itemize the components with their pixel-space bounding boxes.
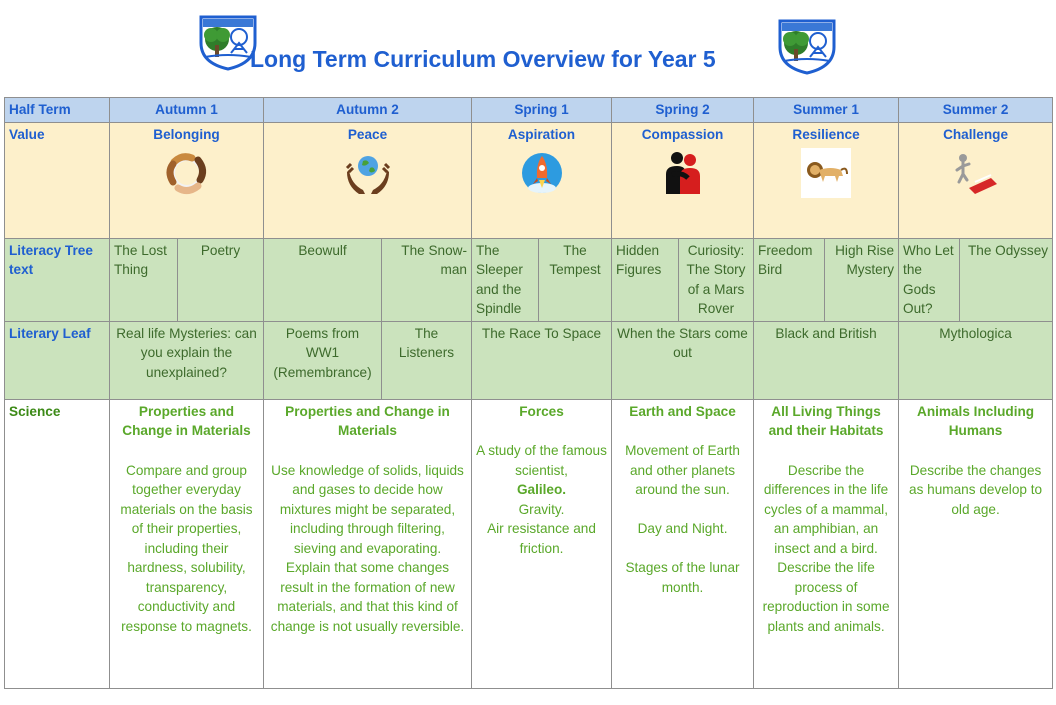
literacy-text-cell: The Snow-man (382, 238, 472, 321)
value-cell (472, 122, 612, 238)
page-title: Long Term Curriculum Overview for Year 5 (250, 46, 716, 72)
science-description: Describe the changes as humans develop to old age. (909, 462, 1043, 517)
science-row (5, 399, 1053, 688)
value-cell (264, 122, 472, 238)
science-description: Use knowledge of solids, liquids and gases to decide how mixtures might be separated, including through filtering, sieving and evaporating. Explain that some changes result in the formation of new materials, and that this kind of change is not usually reversible. (270, 462, 465, 634)
literacy-text-cell: The Lost Thing (110, 238, 178, 321)
science-cell (612, 399, 754, 688)
science-topic: All Living Things and their Habitats (768, 403, 884, 438)
literary-leaf-row (5, 321, 1053, 399)
science-topic: Properties and Change in Materials (122, 403, 251, 438)
hands-circle-icon (162, 148, 212, 198)
literacy-text-cell: Curiosity: The Story of a Mars Rover (679, 238, 754, 321)
term-header: Spring 2 (612, 98, 754, 123)
literacy-text-cell: Freedom Bird (754, 238, 825, 321)
science-description-text: A study of the famous scientist, (476, 443, 607, 478)
science-cell (110, 399, 264, 688)
literacy-tree-row (5, 238, 1053, 321)
literary-leaf-cell: The Race To Space (472, 321, 612, 399)
science-description (476, 441, 607, 558)
literary-leaf-cell: Real life Mysteries: can you explain the unexplained? (110, 321, 264, 399)
literacy-text-cell: The Odyssey (960, 238, 1053, 321)
row-label: Value (5, 122, 110, 238)
literary-leaf-cell: Poems from WW1 (Remembrance) (264, 321, 382, 399)
row-label: Science (5, 399, 110, 688)
science-description: Movement of Earth and other planets around the sun. Day and Night. Stages of the lunar month. (625, 443, 740, 595)
half-term-row (5, 98, 1053, 123)
science-cell (472, 399, 612, 688)
literary-leaf-cell: When the Stars come out (612, 321, 754, 399)
row-label: Literary Leaf (5, 321, 110, 399)
science-description-text: Gravity. Air resistance and friction. (487, 501, 596, 556)
page-header (0, 0, 1056, 97)
science-topic: Earth and Space (629, 403, 736, 419)
science-topic: Forces (519, 403, 564, 419)
people-hug-icon (658, 148, 708, 198)
literary-leaf-cell: The Listeners (382, 321, 472, 399)
science-description: Describe the differences in the life cycles of a mammal, an amphibian, an insect and a bird. Describe the life process of reproduction in some plants and animals. (762, 462, 890, 634)
curriculum-table (4, 97, 1053, 689)
lion-icon (801, 148, 851, 198)
science-highlight: Galileo. (516, 482, 567, 497)
row-label: Half Term (5, 98, 110, 123)
term-header: Autumn 1 (110, 98, 264, 123)
hands-globe-icon (343, 148, 393, 198)
rocket-icon (517, 148, 567, 198)
value-name: Aspiration (507, 126, 576, 142)
literacy-text-cell: High Rise Mystery (825, 238, 899, 321)
value-name: Resilience (792, 126, 860, 142)
term-header: Spring 1 (472, 98, 612, 123)
term-header: Autumn 2 (264, 98, 472, 123)
value-cell (754, 122, 899, 238)
science-cell (754, 399, 899, 688)
science-topic: Animals Including Humans (917, 403, 1035, 438)
literary-leaf-cell: Black and British (754, 321, 899, 399)
figure-steps-icon (951, 148, 1001, 198)
value-name: Compassion (641, 126, 724, 142)
literacy-text-cell: Beowulf (264, 238, 382, 321)
literacy-text-cell: Who Let the Gods Out? (899, 238, 960, 321)
science-topic: Properties and Change in Materials (285, 403, 450, 438)
term-header: Summer 2 (899, 98, 1053, 123)
value-name: Challenge (943, 126, 1009, 142)
school-logo (776, 17, 838, 75)
value-cell (110, 122, 264, 238)
value-name: Peace (347, 126, 388, 142)
science-cell (264, 399, 472, 688)
literacy-text-cell: Poetry (178, 238, 264, 321)
literacy-text-cell: The Tempest (539, 238, 612, 321)
literary-leaf-cell: Mythologica (899, 321, 1053, 399)
value-name: Belonging (153, 126, 220, 142)
science-cell (899, 399, 1053, 688)
value-cell (899, 122, 1053, 238)
literacy-text-cell: Hidden Figures (612, 238, 679, 321)
value-cell (612, 122, 754, 238)
term-header: Summer 1 (754, 98, 899, 123)
literacy-text-cell: The Sleeper and the Spindle (472, 238, 539, 321)
value-row (5, 122, 1053, 238)
row-label: Literacy Tree text (5, 238, 110, 321)
science-description: Compare and group together everyday materials on the basis of their properties, including their hardness, solubility, transparency, conductivity and response to magnets. (120, 462, 253, 634)
